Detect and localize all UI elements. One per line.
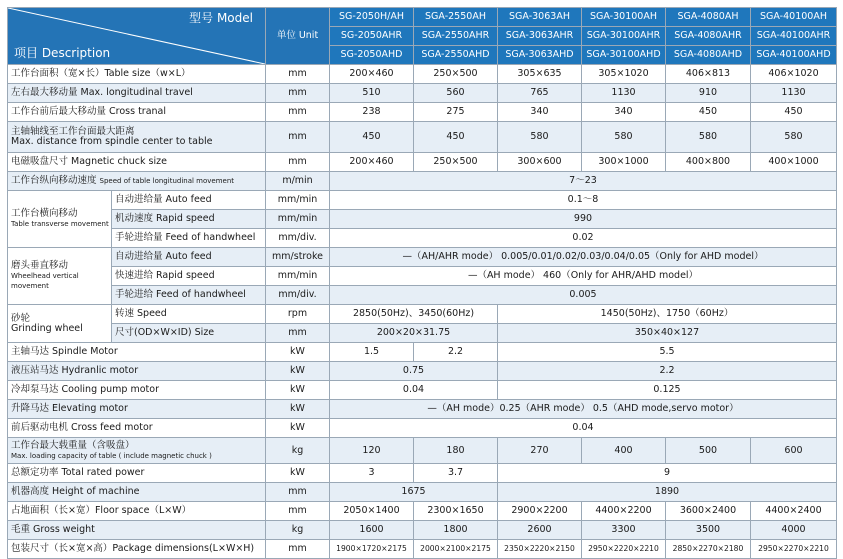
row-label: 尺寸(OD×W×ID) Size bbox=[112, 324, 266, 343]
value-cell: 2850×2270×2180 bbox=[666, 540, 751, 559]
model-cell: SGA-3063AHD bbox=[498, 46, 582, 65]
value-cell: 300×1000 bbox=[582, 153, 666, 172]
value-cell: 7～23 bbox=[330, 172, 837, 191]
value-cell: 765 bbox=[498, 84, 582, 103]
row-unit: mm bbox=[266, 122, 330, 153]
model-cell: SGA-4080AHD bbox=[666, 46, 751, 65]
row-label bbox=[8, 122, 266, 153]
row-unit: kg bbox=[266, 438, 330, 464]
value-cell: 4400×2400 bbox=[751, 502, 837, 521]
value-cell: 2950×2220×2210 bbox=[582, 540, 666, 559]
row-label: 升降马达 Elevating motor bbox=[8, 400, 266, 419]
spec-row-cross-travel bbox=[8, 103, 837, 122]
header-unit: 单位 Unit bbox=[266, 8, 330, 65]
row-label: 手轮进给 Feed of handwheel bbox=[112, 286, 266, 305]
row-unit: mm/min bbox=[266, 267, 330, 286]
value-cell: 200×460 bbox=[330, 153, 414, 172]
row-label: 自动进给量 Auto feed bbox=[112, 248, 266, 267]
spec-row-machine-height bbox=[8, 483, 837, 502]
row-label: 电磁吸盘尺寸 Magnetic chuck size bbox=[8, 153, 266, 172]
value-cell: 270 bbox=[498, 438, 582, 464]
model-cell: SGA-40100AHD bbox=[751, 46, 837, 65]
row-unit: kW bbox=[266, 400, 330, 419]
spec-row-wheelhead-rapid-speed bbox=[8, 267, 837, 286]
header-corner bbox=[8, 8, 266, 65]
model-cell: SGA-2550AHD bbox=[414, 46, 498, 65]
row-unit: kW bbox=[266, 343, 330, 362]
row-label: 总额定功率 Total rated power bbox=[8, 464, 266, 483]
model-cell: SGA-40100AHR bbox=[751, 27, 837, 46]
row-unit: mm bbox=[266, 153, 330, 172]
spec-row-transverse-handwheel bbox=[8, 229, 837, 248]
spec-row-transverse-rapid-speed bbox=[8, 210, 837, 229]
value-cell: 1130 bbox=[582, 84, 666, 103]
row-unit: kg bbox=[266, 521, 330, 540]
spec-table bbox=[7, 7, 837, 559]
model-cell: SG-2050H/AH bbox=[330, 8, 414, 27]
row-label-en: Max. loading capacity of table ( include magnetic chuck ) bbox=[11, 451, 212, 460]
spec-row-table-size bbox=[8, 65, 837, 84]
row-label-cn: 工作台最大载重量（含吸盘） bbox=[11, 439, 135, 451]
spec-row-transverse-auto-feed bbox=[8, 191, 837, 210]
row-label: 左右最大移动量 Max. longitudinal travel bbox=[8, 84, 266, 103]
row-label: 冷却泵马达 Cooling pump motor bbox=[8, 381, 266, 400]
row-label-en: Max. distance from spindle center to table bbox=[11, 136, 213, 147]
row-label: 快速进给 Rapid speed bbox=[112, 267, 266, 286]
value-cell: 3.7 bbox=[414, 464, 498, 483]
row-unit: mm/stroke bbox=[266, 248, 330, 267]
value-cell: 2000×2100×2175 bbox=[414, 540, 498, 559]
value-cell: 0.04 bbox=[330, 381, 498, 400]
model-cell: SGA-30100AH bbox=[582, 8, 666, 27]
value-cell: 406×813 bbox=[666, 65, 751, 84]
value-cell: 2.2 bbox=[498, 362, 837, 381]
row-unit: mm bbox=[266, 84, 330, 103]
value-cell: 275 bbox=[414, 103, 498, 122]
row-unit: mm bbox=[266, 65, 330, 84]
model-cell: SGA-2550AH bbox=[414, 8, 498, 27]
value-cell: 560 bbox=[414, 84, 498, 103]
value-cell: 0.75 bbox=[330, 362, 498, 381]
group-label-cn: 磨头垂直移动 bbox=[11, 260, 69, 272]
value-cell: 1900×1720×2175 bbox=[330, 540, 414, 559]
group-label-wheelhead bbox=[8, 248, 112, 305]
row-unit: mm bbox=[266, 324, 330, 343]
value-cell: —（AH mode）0.25（AHR mode） 0.5（AHD mode,servo motor） bbox=[330, 400, 837, 419]
model-cell: SGA-40100AH bbox=[751, 8, 837, 27]
row-label: 机动速度 Rapid speed bbox=[112, 210, 266, 229]
row-unit: mm bbox=[266, 103, 330, 122]
value-cell: 350×40×127 bbox=[498, 324, 837, 343]
spec-row-cooling-motor bbox=[8, 381, 837, 400]
row-label: 占地面积（长×宽）Floor space（L×W） bbox=[8, 502, 266, 521]
row-unit: mm/div. bbox=[266, 286, 330, 305]
value-cell: 180 bbox=[414, 438, 498, 464]
value-cell: 2850(50Hz)、3450(60Hz) bbox=[330, 305, 498, 324]
model-cell: SGA-30100AHR bbox=[582, 27, 666, 46]
group-label-cn: 工作台横向移动 bbox=[11, 208, 78, 220]
spec-row-package-dimensions bbox=[8, 540, 837, 559]
value-cell: 1130 bbox=[751, 84, 837, 103]
row-label-cn: 主轴轴线至工作台面最大距离 bbox=[11, 126, 135, 138]
value-cell: 0.04 bbox=[330, 419, 837, 438]
row-unit: kW bbox=[266, 464, 330, 483]
row-unit: mm bbox=[266, 483, 330, 502]
row-label: 主轴马达 Spindle Motor bbox=[8, 343, 266, 362]
value-cell: 1450(50Hz)、1750（60Hz） bbox=[498, 305, 837, 324]
value-cell: 340 bbox=[582, 103, 666, 122]
model-cell: SGA-30100AHD bbox=[582, 46, 666, 65]
value-cell: 910 bbox=[666, 84, 751, 103]
row-unit: mm/min bbox=[266, 210, 330, 229]
value-cell: 450 bbox=[414, 122, 498, 153]
value-cell: 305×635 bbox=[498, 65, 582, 84]
group-label-cn: 砂轮 bbox=[11, 312, 31, 324]
spec-row-longitudinal-speed bbox=[8, 172, 837, 191]
value-cell: 2350×2220×2150 bbox=[498, 540, 582, 559]
row-unit: kW bbox=[266, 362, 330, 381]
value-cell: 400×800 bbox=[666, 153, 751, 172]
row-unit: mm/div. bbox=[266, 229, 330, 248]
value-cell: 0.1～8 bbox=[330, 191, 837, 210]
spec-row-longitudinal-travel bbox=[8, 84, 837, 103]
value-cell: 2050×1400 bbox=[330, 502, 414, 521]
model-cell: SGA-4080AHR bbox=[666, 27, 751, 46]
value-cell: 250×500 bbox=[414, 65, 498, 84]
value-cell: 580 bbox=[751, 122, 837, 153]
model-cell: SGA-2550AHR bbox=[414, 27, 498, 46]
value-cell: 600 bbox=[751, 438, 837, 464]
value-cell: 510 bbox=[330, 84, 414, 103]
value-cell: 305×1020 bbox=[582, 65, 666, 84]
row-label: 自动进给量 Auto feed bbox=[112, 191, 266, 210]
value-cell: 2300×1650 bbox=[414, 502, 498, 521]
value-cell: 200×460 bbox=[330, 65, 414, 84]
row-unit: rpm bbox=[266, 305, 330, 324]
spec-row-chuck-size bbox=[8, 153, 837, 172]
value-cell: 340 bbox=[498, 103, 582, 122]
value-cell: 3500 bbox=[666, 521, 751, 540]
row-label: 前后驱动电机 Cross feed motor bbox=[8, 419, 266, 438]
row-unit: m/min bbox=[266, 172, 330, 191]
value-cell: 0.02 bbox=[330, 229, 837, 248]
value-cell: 2900×2200 bbox=[498, 502, 582, 521]
value-cell: 3300 bbox=[582, 521, 666, 540]
spec-row-wheelhead-auto-feed bbox=[8, 248, 837, 267]
value-cell: 3 bbox=[330, 464, 414, 483]
model-cell: SG-2050AHR bbox=[330, 27, 414, 46]
value-cell: 1675 bbox=[330, 483, 498, 502]
value-cell: 3600×2400 bbox=[666, 502, 751, 521]
row-label: 液压站马达 Hydranlic motor bbox=[8, 362, 266, 381]
row-label: 手轮进给量 Feed of handwheel bbox=[112, 229, 266, 248]
value-cell: 450 bbox=[751, 103, 837, 122]
group-label-en: Wheelhead vertical movement bbox=[11, 272, 79, 290]
row-unit: mm bbox=[266, 540, 330, 559]
row-label: 工作台前后最大移动量 Cross tranal bbox=[8, 103, 266, 122]
value-cell: 1.5 bbox=[330, 343, 414, 362]
row-label-cn: 工作台纵向移动速度 bbox=[11, 175, 97, 187]
value-cell: 1890 bbox=[498, 483, 837, 502]
spec-row-elevating-motor bbox=[8, 400, 837, 419]
model-cell: SGA-3063AH bbox=[498, 8, 582, 27]
row-label: 工作台面积（宽×长）Table size（w×L） bbox=[8, 65, 266, 84]
header-description-label: 项目 Description bbox=[14, 46, 111, 61]
value-cell: 990 bbox=[330, 210, 837, 229]
group-label-en: Grinding wheel bbox=[11, 322, 83, 334]
row-label: 机器高度 Height of machine bbox=[8, 483, 266, 502]
group-label-en: Table transverse movement bbox=[11, 220, 109, 228]
value-cell: 400×1000 bbox=[751, 153, 837, 172]
value-cell: 1800 bbox=[414, 521, 498, 540]
row-unit: mm bbox=[266, 502, 330, 521]
row-label: 转速 Speed bbox=[112, 305, 266, 324]
header-row bbox=[8, 8, 837, 27]
row-label: 包装尺寸（长×宽×高）Package dimensions(L×W×H) bbox=[8, 540, 266, 559]
value-cell: 500 bbox=[666, 438, 751, 464]
row-unit: kW bbox=[266, 381, 330, 400]
value-cell: 580 bbox=[582, 122, 666, 153]
row-label: 毛重 Gross weight bbox=[8, 521, 266, 540]
spec-row-grinding-speed bbox=[8, 305, 837, 324]
value-cell: 2600 bbox=[498, 521, 582, 540]
spec-row-cross-feed-motor bbox=[8, 419, 837, 438]
spec-row-wheelhead-handwheel bbox=[8, 286, 837, 305]
value-cell: 0.005 bbox=[330, 286, 837, 305]
value-cell: —（AH mode） 460（Only for AHR/AHD model） bbox=[330, 267, 837, 286]
value-cell: 238 bbox=[330, 103, 414, 122]
model-cell: SGA-3063AHR bbox=[498, 27, 582, 46]
value-cell: 4400×2200 bbox=[582, 502, 666, 521]
row-label bbox=[8, 172, 266, 191]
value-cell: 120 bbox=[330, 438, 414, 464]
row-unit: kW bbox=[266, 419, 330, 438]
value-cell: 300×600 bbox=[498, 153, 582, 172]
value-cell: 2950×2270×2210 bbox=[751, 540, 837, 559]
value-cell: 400 bbox=[582, 438, 666, 464]
value-cell: 450 bbox=[330, 122, 414, 153]
spec-row-hydraulic-motor bbox=[8, 362, 837, 381]
value-cell: 450 bbox=[666, 103, 751, 122]
value-cell: 4000 bbox=[751, 521, 837, 540]
spec-row-spindle-motor bbox=[8, 343, 837, 362]
spec-row-spindle-distance bbox=[8, 122, 837, 153]
value-cell: —（AH/AHR mode） 0.005/0.01/0.02/0.03/0.04/0.05（Only for AHD model） bbox=[330, 248, 837, 267]
spec-row-gross-weight bbox=[8, 521, 837, 540]
header-model-label: 型号 Model bbox=[189, 11, 253, 25]
value-cell: 2.2 bbox=[414, 343, 498, 362]
value-cell: 1600 bbox=[330, 521, 414, 540]
spec-row-load-capacity bbox=[8, 438, 837, 464]
spec-row-floor-space bbox=[8, 502, 837, 521]
value-cell: 580 bbox=[498, 122, 582, 153]
row-label-en: Speed of table longitudinal movement bbox=[99, 177, 235, 186]
value-cell: 200×20×31.75 bbox=[330, 324, 498, 343]
model-cell: SG-2050AHD bbox=[330, 46, 414, 65]
spec-row-grinding-size bbox=[8, 324, 837, 343]
value-cell: 0.125 bbox=[498, 381, 837, 400]
value-cell: 9 bbox=[498, 464, 837, 483]
spec-sheet bbox=[7, 7, 836, 559]
value-cell: 250×500 bbox=[414, 153, 498, 172]
value-cell: 5.5 bbox=[498, 343, 837, 362]
group-label-transverse bbox=[8, 191, 112, 248]
row-unit: mm/min bbox=[266, 191, 330, 210]
spec-row-total-power bbox=[8, 464, 837, 483]
value-cell: 580 bbox=[666, 122, 751, 153]
model-cell: SGA-4080AH bbox=[666, 8, 751, 27]
value-cell: 406×1020 bbox=[751, 65, 837, 84]
row-label bbox=[8, 438, 266, 464]
group-label-grinding bbox=[8, 305, 112, 343]
